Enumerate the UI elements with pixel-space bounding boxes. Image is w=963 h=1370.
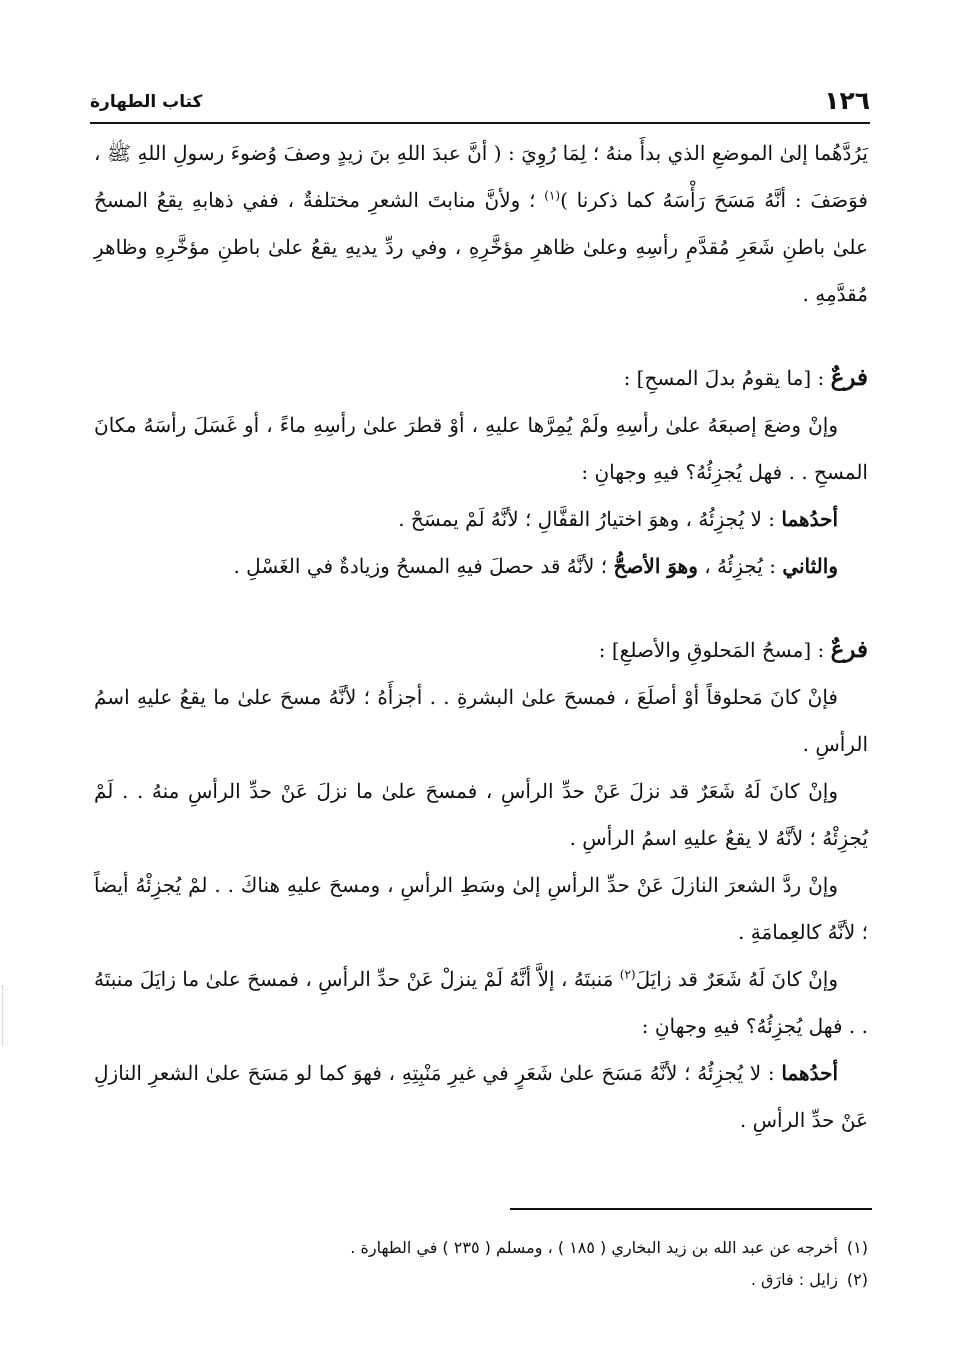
paragraph: وإنْ وضعَ إصبعَهُ علىٰ رأسِهِ ولَمْ يُمِرَّها عليهِ ، أوْ قطرَ علىٰ رأسِهِ ماءً ، أو غَسَلَ رأسَهُ مكانَ المسحِ . . فهل يُجزِئُهُ؟ فيهِ وجهانِ :	[94, 413, 868, 484]
section-title: : [ما يقومُ بدلَ المسحِ] :	[623, 366, 831, 390]
running-head	[90, 86, 870, 120]
footnote-rule	[510, 1208, 872, 1210]
footnote-text: أخرجه عن عبد الله بن زيد البخاري ( ١٨٥ ) ، ومسلم ( ٢٣٥ ) في الطهارة .	[350, 1238, 838, 1257]
far-label: فرعٌ	[830, 364, 868, 391]
section-heading	[94, 354, 868, 402]
page-number: ١٢٦	[824, 86, 870, 115]
paragraph: وإنْ كانَ لَهُ شَعَرٌ قد زايَلَ$^{(٢)}$ مَنبتَهُ ، إلاَّ أنَّهُ لَمْ ينزلْ عَنْ حدِّ الرأسِ ، فمسحَ علىٰ ما زايَلَ منبتَهُ . . فهل يُجزِئُهُ؟ فيهِ وجهانِ :	[94, 967, 868, 1038]
footnote	[94, 1264, 868, 1296]
paragraph: فإنْ كانَ مَحلوقاً أوْ أصلَعَ ، فمسحَ علىٰ البشرةِ . . أجزأَهُ ؛ لأنَّهُ مسحَ علىٰ ما يقعُ عليهِ اسمُ الرأسِ .	[94, 685, 868, 756]
paragraph: أحدُهما : لا يُجزِئُهُ ، وهوَ اختيارُ القفَّالِ ؛ لأنَّهُ لَمْ يمسَحْ .	[398, 507, 838, 531]
footnotes	[94, 1232, 868, 1296]
paragraph: والثاني : يُجزِئُهُ ، وهوَ الأصحُّ ؛ لأنَّهُ قد حصلَ فيهِ المسحُ وزيادةٌ في الغَسْلِ .	[233, 554, 838, 578]
footnote-ref: (١)	[544, 188, 561, 203]
header-rule	[90, 122, 870, 124]
footnote-text: زايل : فارَق .	[750, 1270, 838, 1289]
paragraph: يَرُدَّهُما إلىٰ الموضعِ الذي بدأَ منهُ ؛ لِمَا رُوِيَ : ( أنَّ عبدَ اللهِ بنَ زيدٍ وصفَ وُضوءَ رسولِ اللهِ ﷺ ، فوَصَفَ : أنَّهُ مَسَحَ رَأْسَهُ كما ذكرنا )$^{(١)}$ ؛ ولأنَّ منابتَ الشعرِ مختلفةٌ ، ففي ذهابهِ يقعُ المسحُ علىٰ باطنِ شَعَرِ مُقدَّمِ رأسِهِ وعلىٰ ظاهرِ مؤخَّرِهِ ، وفي ردِّ يديهِ يقعُ علىٰ باطنِ مؤخَّرِهِ وظاهرِ مُقدَّمِهِ .	[94, 141, 868, 306]
book-title: كتاب الطهارة	[90, 92, 203, 112]
footnote	[94, 1232, 868, 1264]
footnote-number: (١)	[846, 1238, 868, 1257]
far-label: فرعٌ	[830, 636, 868, 663]
footnote-number: (٢)	[846, 1270, 868, 1289]
scan-edge-marks	[2, 985, 9, 1045]
section-title: : [مسحُ المَحلوقِ والأصلعِ] :	[598, 638, 831, 662]
footnote-ref: (٢)	[619, 967, 636, 982]
section-heading	[94, 626, 868, 674]
paragraph: أحدُهما : لا يُجزِئُهُ ؛ لأنَّهُ مَسَحَ علىٰ شَعَرٍ في غيرِ مَنْبِتِهِ ، فهوَ كما لو مَسَحَ علىٰ الشعرِ النازلِ عَنْ حدِّ الرأسِ .	[94, 1061, 868, 1132]
main-text	[94, 130, 868, 1144]
paragraph: وإنْ كانَ لَهُ شَعَرٌ قد نزلَ عَنْ حدِّ الرأسِ ، فمسحَ علىٰ ما نزلَ عَنْ حدِّ الرأسِ منهُ . . لَمْ يُجزِئْهُ ؛ لأنَّهُ لا يقعُ عليهِ اسمُ الرأسِ .	[94, 779, 868, 850]
paragraph: وإنْ ردَّ الشعرَ النازلَ عَنْ حدِّ الرأسِ إلىٰ وسَطِ الرأسِ ، ومسحَ عليهِ هناكَ . . لمْ يُجزِئْهُ أيضاً ؛ لأنَّهُ كالعِمامَةِ .	[94, 873, 868, 944]
